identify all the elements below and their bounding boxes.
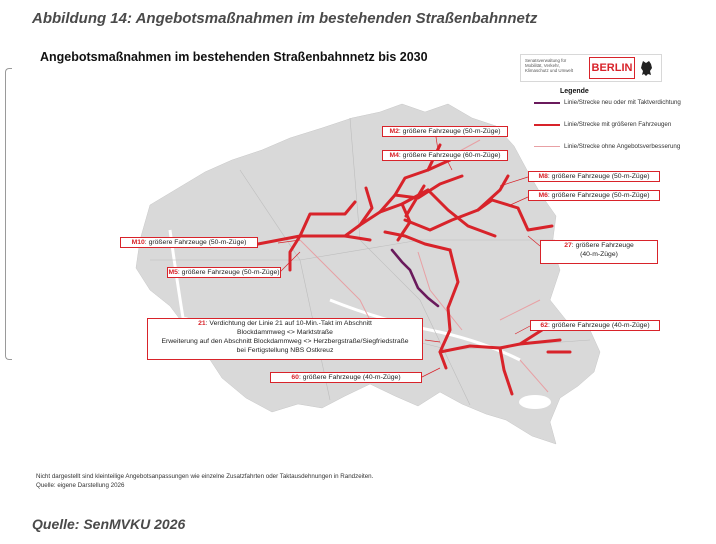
callout-m10 xyxy=(120,237,258,248)
footnote-source: Quelle: eigene Darstellung 2026 xyxy=(36,481,125,489)
line-id: M4 xyxy=(389,152,399,159)
callout-m4 xyxy=(382,150,508,161)
lake-southeast xyxy=(519,395,551,409)
footnote-line: Nicht dargestellt sind kleinteilige Angebotsanpassungen wie einzelne Zusatzfahrten oder Taktausdehnungen in Randzeiten. xyxy=(36,473,374,480)
callout-60 xyxy=(270,372,422,383)
callout-27 xyxy=(540,240,658,264)
line-id: M6 xyxy=(538,192,548,199)
line-id: M10 xyxy=(131,239,145,246)
callout-m5 xyxy=(167,267,281,278)
line-id: 60 xyxy=(291,374,299,381)
line-id: 62 xyxy=(540,322,548,329)
callout-text: : größere Fahrzeuge xyxy=(571,242,634,249)
legend-label: Linie/Strecke mit größeren Fahrzeugen xyxy=(564,121,672,128)
callout-m6 xyxy=(528,190,660,201)
callout-text: : Verdichtung der Linie 21 auf 10-Min.-Takt im Abschnitt xyxy=(205,320,372,327)
callout-m2 xyxy=(382,126,508,137)
bear-icon xyxy=(639,59,655,77)
callout-21 xyxy=(147,318,423,360)
callout-text: : größere Fahrzeuge (50-m-Züge) xyxy=(547,173,650,180)
callout-62 xyxy=(530,320,660,331)
legend-swatch-red xyxy=(534,124,560,126)
callout-m8 xyxy=(528,171,660,182)
callout-text: : größere Fahrzeuge (50-m-Züge) xyxy=(144,239,247,246)
line-id: 21 xyxy=(198,320,206,327)
callout-text: : größere Fahrzeuge (60-m-Züge) xyxy=(398,152,501,159)
line-id: M8 xyxy=(538,173,548,180)
line-id: 27 xyxy=(564,242,572,249)
callout-text-2: (40-m-Züge) xyxy=(580,251,618,258)
map-footnote xyxy=(36,473,373,490)
legend-title: Legende xyxy=(560,88,589,95)
callout-line: Blockdammweg <> Marktstraße xyxy=(237,329,333,336)
callout-text: : größere Fahrzeuge (50-m-Züge) xyxy=(547,192,650,199)
map-title: Angebotsmaßnahmen im bestehenden Straßenbahnnetz bis 2030 xyxy=(40,50,428,64)
figure-caption: Abbildung 14: Angebotsmaßnahmen im bestehenden Straßenbahnnetz xyxy=(32,10,538,27)
callout-text: : größere Fahrzeuge (50-m-Züge) xyxy=(177,269,280,276)
line-id: M2 xyxy=(389,128,399,135)
legend-swatch-purple xyxy=(534,102,560,104)
callout-text: : größere Fahrzeuge (40-m-Züge) xyxy=(298,374,401,381)
berlin-wordmark: BERLIN xyxy=(589,57,635,79)
berlin-logo xyxy=(520,54,662,82)
callout-line: Erweiterung auf den Abschnitt Blockdammweg <> Herzbergstraße/Siegfriedstraße xyxy=(161,338,409,345)
line-id: M5 xyxy=(168,269,178,276)
source-caption: Quelle: SenMVKU 2026 xyxy=(32,516,186,532)
legend-swatch-pink xyxy=(534,146,560,147)
callout-text: : größere Fahrzeuge (50-m-Züge) xyxy=(398,128,501,135)
callout-line: bei Fertigstellung NBS Ostkreuz xyxy=(236,347,334,354)
agency-text: Senatsverwaltung für Mobilität, Verkehr, Klimaschutz und Umwelt xyxy=(525,58,574,73)
callout-text: : größere Fahrzeuge (40-m-Züge) xyxy=(547,322,650,329)
legend-label: Linie/Strecke ohne Angebotsverbesserung xyxy=(564,143,681,150)
legend-label: Linie/Strecke neu oder mit Taktverdichtung xyxy=(564,99,681,106)
